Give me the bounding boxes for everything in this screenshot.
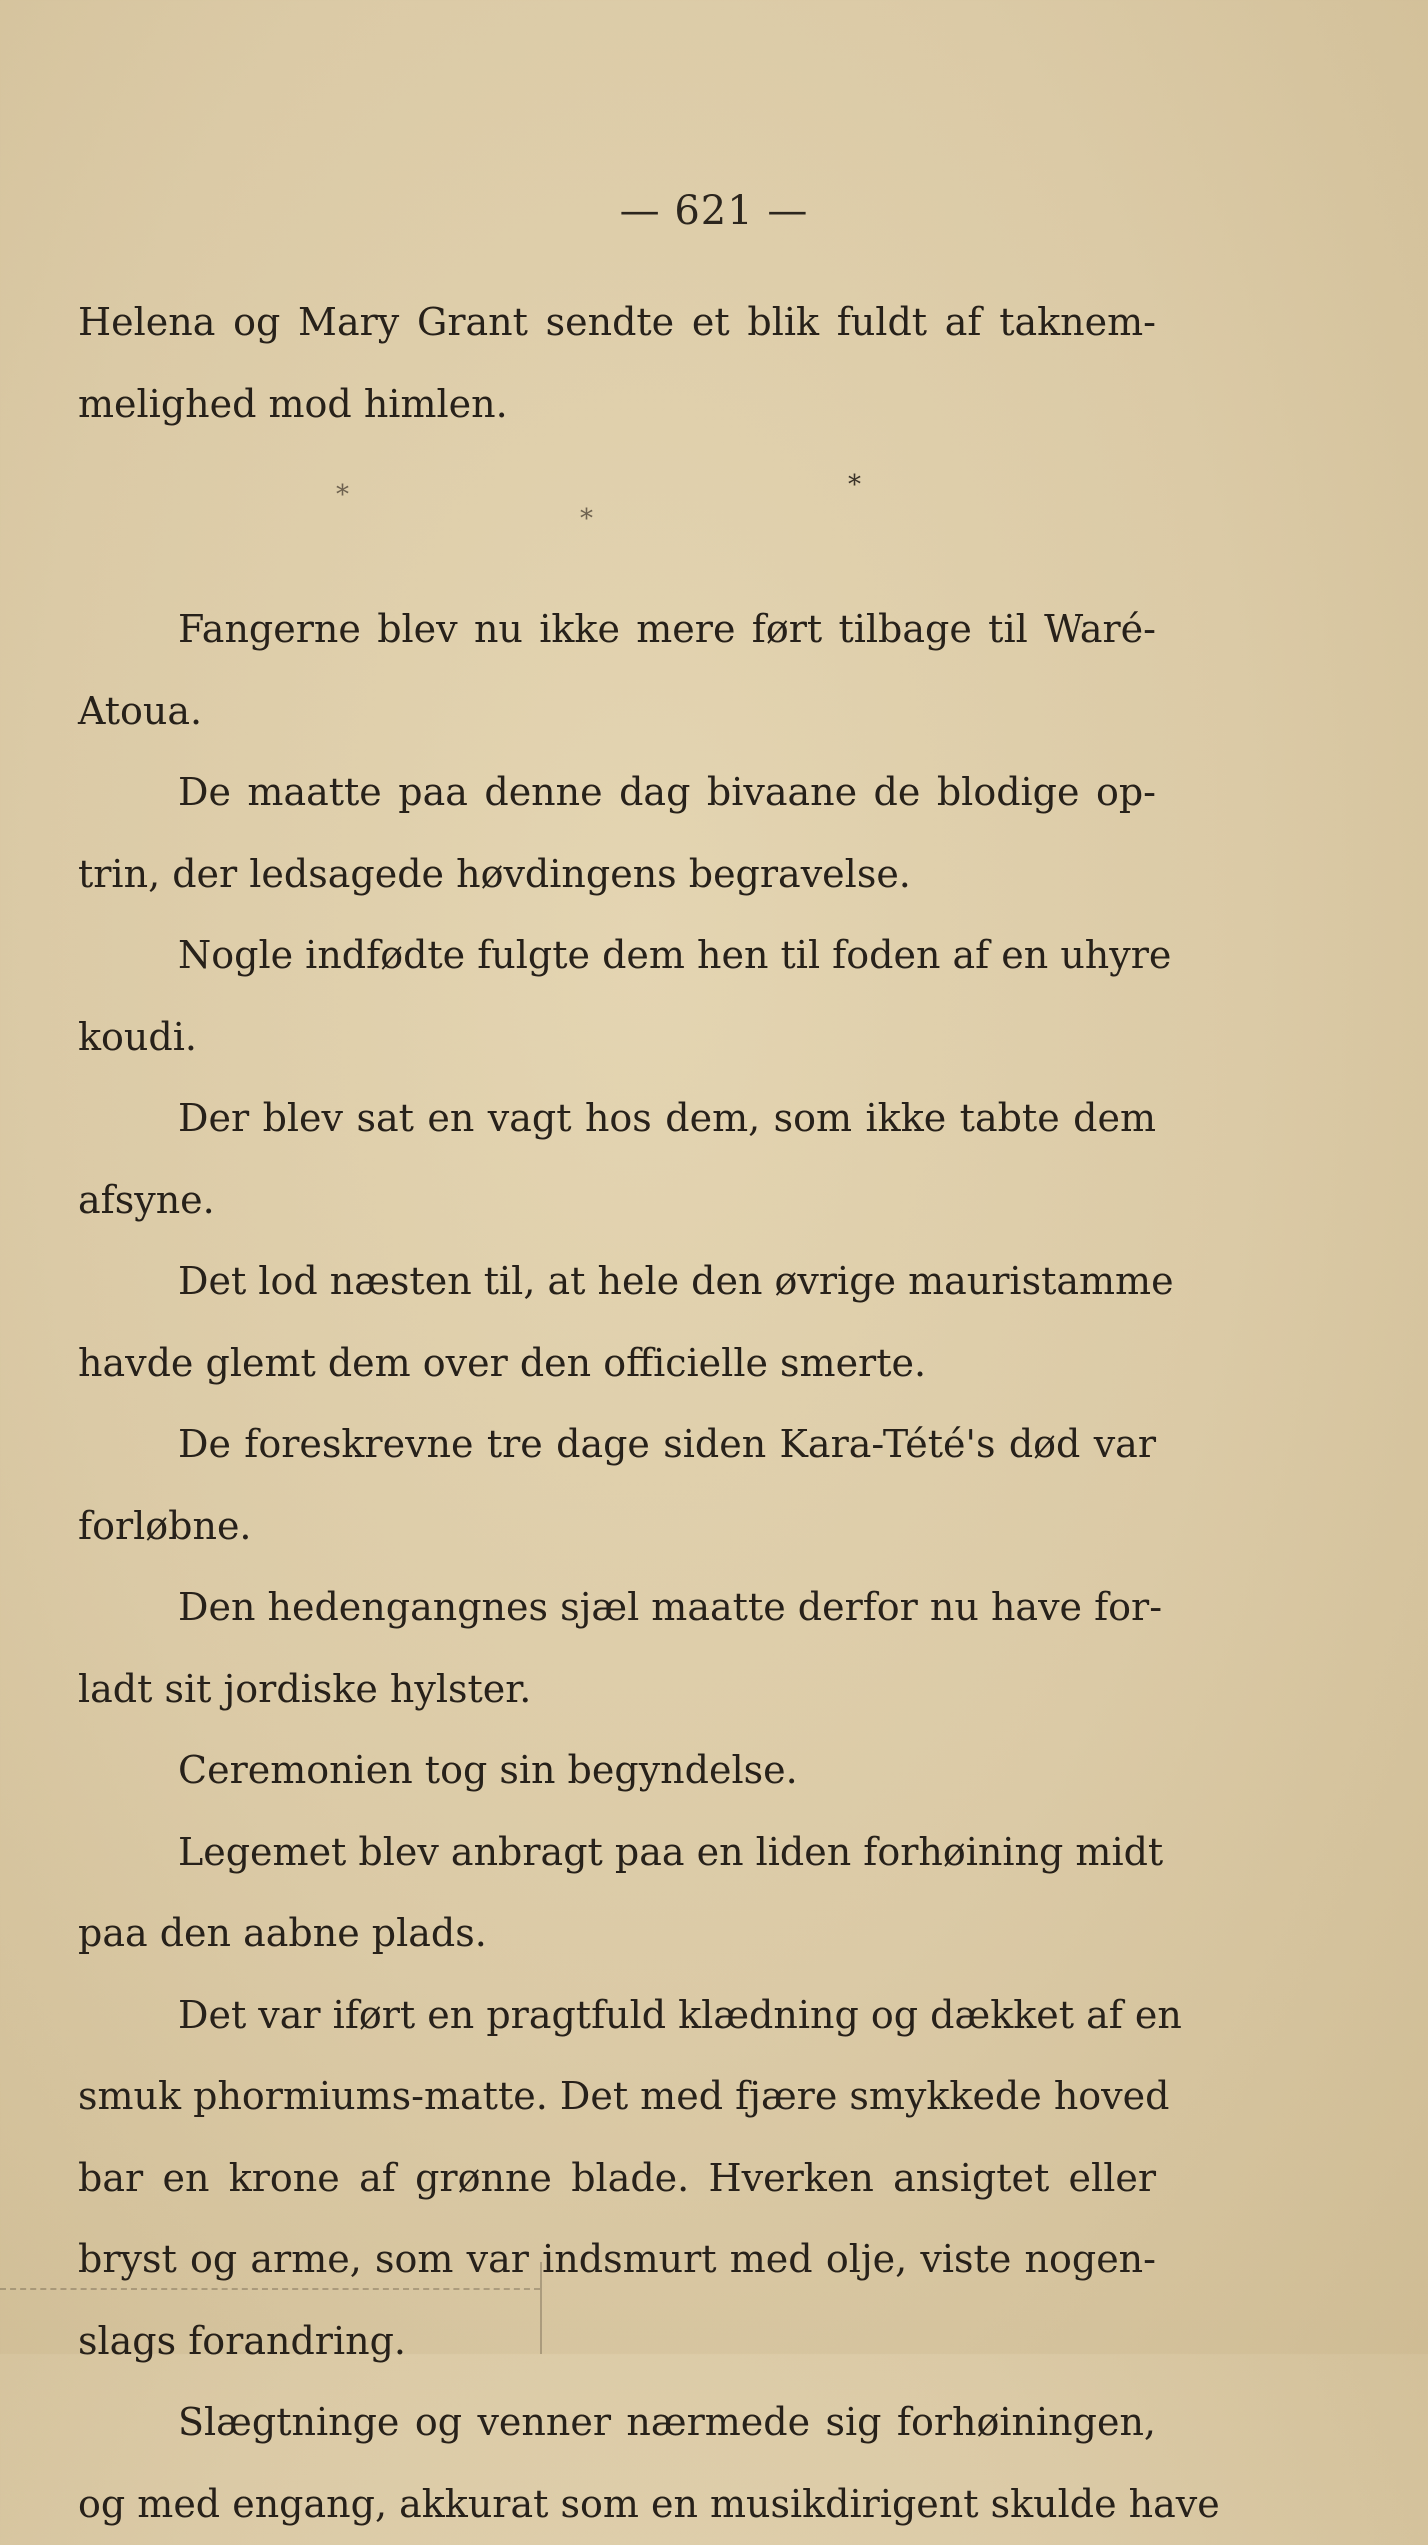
body-text xyxy=(78,282,1156,2545)
text-line: De maatte paa denne dag bivaane de blodige op- xyxy=(78,752,1156,834)
text-line: koudi. xyxy=(78,997,1156,1079)
text-line: Fangerne blev nu ikke mere ført tilbage til Waré- xyxy=(78,589,1156,671)
text-line: trin, der ledsagede høvdingens begravelse. xyxy=(78,834,1156,916)
text-line: paa den aabne plads. xyxy=(78,1893,1156,1975)
text-line: Legemet blev anbragt paa en liden forhøining midt xyxy=(78,1812,1156,1894)
text-line: Der blev sat en vagt hos dem, som ikke tabte dem xyxy=(78,1078,1156,1160)
section-break-star: * xyxy=(848,470,861,500)
text-line: havde glemt dem over den officielle smerte. xyxy=(78,1323,1156,1405)
text-line: bar en krone af grønne blade. Hverken ansigtet eller xyxy=(78,2138,1156,2220)
text-line: forløbne. xyxy=(78,1486,1156,1568)
text-line: melighed mod himlen. xyxy=(78,364,1156,446)
text-line: Nogle indfødte fulgte dem hen til foden af en uhyre xyxy=(78,915,1156,997)
text-line: Det var iført en pragtfuld klædning og dækket af en xyxy=(78,1975,1156,2057)
text-line: og med engang, akkurat som en musikdirigent skulde have xyxy=(78,2464,1156,2545)
text-line: smuk phormiums-matte. Det med fjære smykkede hoved xyxy=(78,2056,1156,2138)
section-break-star: * xyxy=(336,480,349,510)
page-edge-mark xyxy=(0,2288,540,2291)
page-edge-mark xyxy=(540,2262,542,2354)
text-line: Slægtninge og venner nærmede sig forhøiningen, xyxy=(78,2382,1156,2464)
text-line: afsyne. xyxy=(78,1160,1156,1242)
text-line: slags forandring. xyxy=(78,2301,1156,2383)
text-line: Den hedengangnes sjæl maatte derfor nu have for- xyxy=(78,1567,1156,1649)
text-line: Ceremonien tog sin begyndelse. xyxy=(78,1730,1156,1812)
page-number: — 621 — xyxy=(0,188,1428,234)
section-break-star: * xyxy=(580,504,593,534)
text-line: Atoua. xyxy=(78,671,1156,753)
text-line: bryst og arme, som var indsmurt med olje, viste nogen- xyxy=(78,2219,1156,2301)
text-line: De foreskrevne tre dage siden Kara-Tété's død var xyxy=(78,1404,1156,1486)
text-line: Det lod næsten til, at hele den øvrige mauristamme xyxy=(78,1241,1156,1323)
text-line: ladt sit jordiske hylster. xyxy=(78,1649,1156,1731)
text-line: Helena og Mary Grant sendte et blik fuldt af taknem- xyxy=(78,282,1156,364)
